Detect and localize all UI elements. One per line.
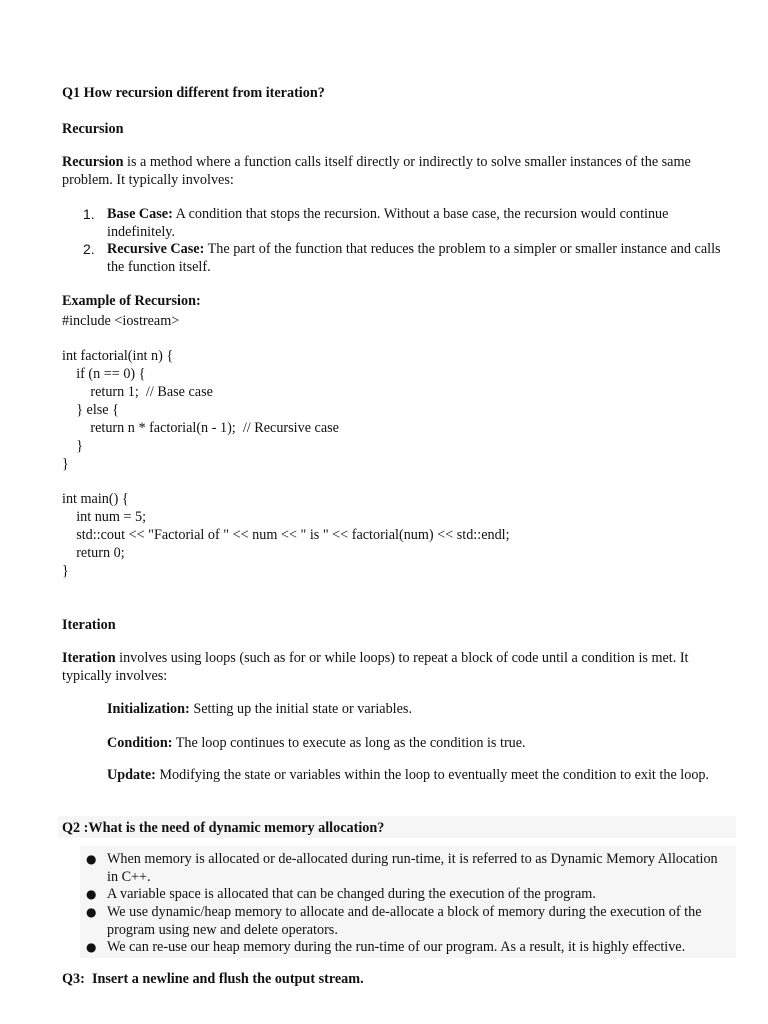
- code-line: }: [62, 456, 69, 472]
- code-line: return 1; // Base case: [62, 384, 213, 400]
- bullet-icon: ●: [86, 940, 97, 954]
- list-item-text: The part of the function that reduces the problem to a simpler or smaller instance and calls the function itself.: [107, 241, 721, 275]
- iteration-item-text: The loop continues to execute as long as the condition is true.: [172, 735, 526, 751]
- list-item: [86, 885, 727, 903]
- iteration-item: [107, 700, 717, 718]
- list-item-text: A variable space is allocated that can be changed during the execution of the program.: [107, 886, 596, 902]
- bullet-icon: ●: [86, 887, 97, 901]
- code-line: return 0;: [62, 545, 125, 561]
- code-line: }: [62, 438, 83, 454]
- list-item-term: Recursive Case:: [107, 241, 205, 257]
- iteration-item-term: Update:: [107, 767, 156, 783]
- iteration-intro: [62, 649, 734, 685]
- code-line: int main() {: [62, 491, 129, 507]
- question-2-title: Q2 :What is the need of dynamic memory allocation?: [62, 820, 385, 836]
- recursion-list-item: [83, 240, 731, 276]
- iteration-intro-text: involves using loops (such as for or while loops) to repeat a block of code until a condition is met. It typically involves:: [62, 650, 689, 684]
- iteration-intro-term: Iteration: [62, 650, 116, 666]
- recursion-heading: Recursion: [62, 121, 124, 137]
- iteration-item-text: Setting up the initial state or variables.: [189, 701, 412, 717]
- question-3-title: Q3: Insert a newline and flush the output stream.: [62, 971, 364, 987]
- code-line: int factorial(int n) {: [62, 348, 174, 364]
- list-item: [86, 903, 727, 939]
- code-line: }: [62, 563, 69, 579]
- bullet-icon: ●: [86, 905, 97, 919]
- code-line: if (n == 0) {: [62, 366, 146, 382]
- iteration-item: [107, 766, 717, 784]
- list-number: 1.: [83, 206, 95, 222]
- code-line: #include <iostream>: [62, 313, 180, 329]
- code-line: std::cout << "Factorial of " << num << " is " << factorial(num) << std::endl;: [62, 527, 510, 543]
- iteration-item-text: Modifying the state or variables within the loop to eventually meet the condition to exit the loop.: [155, 767, 710, 783]
- recursion-intro: [62, 153, 734, 189]
- recursion-intro-text: is a method where a function calls itself directly or indirectly to solve smaller instances of the same problem. It typically involves:: [62, 154, 691, 188]
- code-line: int num = 5;: [62, 509, 147, 525]
- list-item-text: When memory is allocated or de-allocated during run-time, it is referred to as Dynamic Memory Allocation in C++.: [107, 851, 718, 885]
- bullet-icon: ●: [86, 852, 97, 866]
- recursion-intro-term: Recursion: [62, 154, 124, 170]
- iteration-item: [107, 734, 717, 752]
- list-item-text: A condition that stops the recursion. Without a base case, the recursion would continue indefinitely.: [107, 206, 669, 240]
- iteration-heading: Iteration: [62, 617, 116, 633]
- list-item-text: We can re-use our heap memory during the run-time of our program. As a result, it is highly effective.: [107, 939, 686, 955]
- question-1-title: Q1 How recursion different from iteration?: [62, 85, 325, 101]
- list-item-term: Base Case:: [107, 206, 173, 222]
- recursion-list-item: [83, 205, 731, 241]
- list-item: [86, 850, 727, 886]
- iteration-item-term: Condition:: [107, 735, 173, 751]
- list-number: 2.: [83, 241, 95, 257]
- list-item-text: We use dynamic/heap memory to allocate and de-allocate a block of memory during the execution of the program using new and delete operators.: [107, 904, 702, 938]
- code-line: return n * factorial(n - 1); // Recursive case: [62, 420, 339, 436]
- iteration-item-term: Initialization:: [107, 701, 190, 717]
- list-item: [86, 938, 727, 956]
- code-line: } else {: [62, 402, 119, 418]
- recursion-example-heading: Example of Recursion:: [62, 293, 201, 309]
